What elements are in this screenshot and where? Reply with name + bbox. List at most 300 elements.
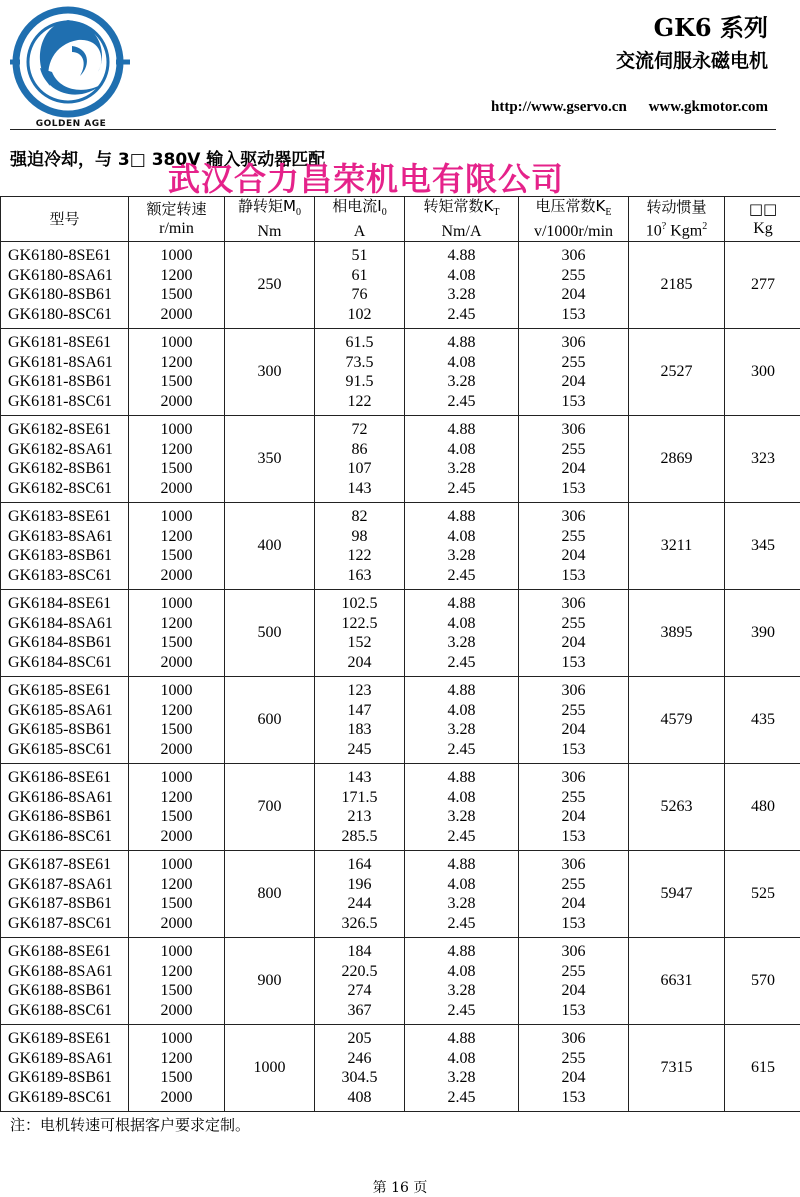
voltage-constant-cell-line: 255 bbox=[519, 266, 628, 286]
current-cell bbox=[315, 329, 405, 416]
inertia-cell: 2527 bbox=[629, 329, 725, 416]
speed-cell bbox=[129, 590, 225, 677]
torque-constant-cell-line: 4.08 bbox=[405, 527, 518, 547]
voltage-constant-cell-line: 306 bbox=[519, 420, 628, 440]
model-cell-line: GK6180-8SE61 bbox=[8, 246, 128, 266]
current-cell bbox=[315, 677, 405, 764]
table-row bbox=[1, 851, 800, 938]
voltage-constant-cell-line: 153 bbox=[519, 566, 628, 586]
voltage-constant-cell-line: 153 bbox=[519, 740, 628, 760]
inertia-cell: 3895 bbox=[629, 590, 725, 677]
current-cell-line: 245 bbox=[315, 740, 404, 760]
model-cell-line: GK6188-8SC61 bbox=[8, 1001, 128, 1021]
voltage-constant-cell-line: 153 bbox=[519, 653, 628, 673]
speed-cell-line: 1000 bbox=[129, 507, 224, 527]
torque-constant-cell-line: 2.45 bbox=[405, 479, 518, 499]
current-cell-line: 205 bbox=[315, 1029, 404, 1049]
weight-cell: 390 bbox=[725, 590, 800, 677]
voltage-constant-cell-line: 306 bbox=[519, 768, 628, 788]
current-cell-line: 163 bbox=[315, 566, 404, 586]
speed-cell-line: 1200 bbox=[129, 527, 224, 547]
torque-constant-cell bbox=[405, 677, 519, 764]
current-cell bbox=[315, 764, 405, 851]
voltage-constant-cell-line: 153 bbox=[519, 479, 628, 499]
speed-cell-line: 1500 bbox=[129, 633, 224, 653]
table-row bbox=[1, 677, 800, 764]
torque-constant-cell-line: 4.88 bbox=[405, 942, 518, 962]
speed-cell-line: 1500 bbox=[129, 372, 224, 392]
static-torque-cell: 300 bbox=[225, 329, 315, 416]
series-subtitle: 交流伺服永磁电机 bbox=[616, 46, 768, 73]
model-cell bbox=[1, 416, 129, 503]
model-cell-line: GK6183-8SE61 bbox=[8, 507, 128, 527]
static-torque-cell: 900 bbox=[225, 938, 315, 1025]
table-row bbox=[1, 590, 800, 677]
header-model: 型号 bbox=[1, 197, 129, 242]
voltage-constant-cell-line: 153 bbox=[519, 914, 628, 934]
inertia-cell: 5947 bbox=[629, 851, 725, 938]
speed-cell-line: 1200 bbox=[129, 266, 224, 286]
voltage-constant-cell-line: 306 bbox=[519, 507, 628, 527]
speed-cell bbox=[129, 1025, 225, 1112]
model-cell-line: GK6184-8SB61 bbox=[8, 633, 128, 653]
model-cell-line: GK6187-8SB61 bbox=[8, 894, 128, 914]
voltage-constant-cell-line: 255 bbox=[519, 353, 628, 373]
static-torque-cell: 500 bbox=[225, 590, 315, 677]
speed-cell-line: 1000 bbox=[129, 681, 224, 701]
torque-constant-cell-line: 2.45 bbox=[405, 914, 518, 934]
static-torque-cell: 250 bbox=[225, 242, 315, 329]
model-cell bbox=[1, 590, 129, 677]
model-cell bbox=[1, 503, 129, 590]
weight-cell: 615 bbox=[725, 1025, 800, 1112]
current-cell-line: 274 bbox=[315, 981, 404, 1001]
torque-constant-cell-line: 4.88 bbox=[405, 681, 518, 701]
current-cell-line: 152 bbox=[315, 633, 404, 653]
torque-constant-cell bbox=[405, 329, 519, 416]
torque-constant-cell-line: 2.45 bbox=[405, 392, 518, 412]
torque-constant-cell-line: 3.28 bbox=[405, 546, 518, 566]
current-cell-line: 123 bbox=[315, 681, 404, 701]
current-cell bbox=[315, 503, 405, 590]
torque-constant-cell-line: 4.08 bbox=[405, 353, 518, 373]
current-cell-line: 122 bbox=[315, 392, 404, 412]
table-row bbox=[1, 1025, 800, 1112]
model-cell-line: GK6189-8SB61 bbox=[8, 1068, 128, 1088]
voltage-constant-cell-line: 204 bbox=[519, 285, 628, 305]
model-cell-line: GK6182-8SE61 bbox=[8, 420, 128, 440]
static-torque-cell: 350 bbox=[225, 416, 315, 503]
torque-constant-cell-line: 4.08 bbox=[405, 266, 518, 286]
model-cell-line: GK6188-8SA61 bbox=[8, 962, 128, 982]
model-cell-line: GK6189-8SA61 bbox=[8, 1049, 128, 1069]
current-cell-line: 122 bbox=[315, 546, 404, 566]
current-cell-line: 164 bbox=[315, 855, 404, 875]
model-cell-line: GK6180-8SA61 bbox=[8, 266, 128, 286]
model-cell bbox=[1, 677, 129, 764]
torque-constant-cell-line: 4.08 bbox=[405, 614, 518, 634]
speed-cell-line: 2000 bbox=[129, 827, 224, 847]
current-cell-line: 244 bbox=[315, 894, 404, 914]
model-cell-line: GK6184-8SE61 bbox=[8, 594, 128, 614]
torque-constant-cell-line: 4.08 bbox=[405, 875, 518, 895]
speed-cell-line: 1500 bbox=[129, 807, 224, 827]
current-cell-line: 220.5 bbox=[315, 962, 404, 982]
voltage-constant-cell bbox=[519, 503, 629, 590]
speed-cell bbox=[129, 938, 225, 1025]
website-links bbox=[491, 99, 768, 116]
voltage-constant-cell-line: 255 bbox=[519, 788, 628, 808]
torque-constant-cell-line: 3.28 bbox=[405, 807, 518, 827]
torque-constant-cell-line: 3.28 bbox=[405, 459, 518, 479]
logo-text: GOLDEN AGE bbox=[10, 119, 132, 129]
voltage-constant-cell-line: 204 bbox=[519, 720, 628, 740]
current-cell-line: 204 bbox=[315, 653, 404, 673]
model-cell bbox=[1, 851, 129, 938]
header-torque-constant: 转矩常数$K_T$ Nm/A bbox=[405, 197, 519, 242]
torque-constant-cell bbox=[405, 590, 519, 677]
voltage-constant-cell-line: 255 bbox=[519, 1049, 628, 1069]
table-row bbox=[1, 329, 800, 416]
current-cell-line: 73.5 bbox=[315, 353, 404, 373]
speed-cell bbox=[129, 416, 225, 503]
website-link-gkmotor[interactable]: www.gkmotor.com bbox=[649, 99, 768, 115]
speed-cell-line: 1500 bbox=[129, 546, 224, 566]
current-cell-line: 326.5 bbox=[315, 914, 404, 934]
speed-cell-line: 2000 bbox=[129, 653, 224, 673]
model-cell-line: GK6182-8SB61 bbox=[8, 459, 128, 479]
speed-cell-line: 1000 bbox=[129, 246, 224, 266]
model-cell bbox=[1, 329, 129, 416]
speed-cell-line: 1200 bbox=[129, 788, 224, 808]
model-cell-line: GK6187-8SE61 bbox=[8, 855, 128, 875]
torque-constant-cell-line: 3.28 bbox=[405, 720, 518, 740]
current-cell-line: 72 bbox=[315, 420, 404, 440]
model-cell-line: GK6187-8SA61 bbox=[8, 875, 128, 895]
model-cell-line: GK6185-8SE61 bbox=[8, 681, 128, 701]
voltage-constant-cell bbox=[519, 590, 629, 677]
speed-cell bbox=[129, 764, 225, 851]
model-cell-line: GK6185-8SB61 bbox=[8, 720, 128, 740]
torque-constant-cell-line: 2.45 bbox=[405, 827, 518, 847]
footnote: 注：电机转速可根据客户要求定制。 bbox=[10, 1114, 250, 1135]
speed-cell-line: 1500 bbox=[129, 285, 224, 305]
torque-constant-cell-line: 2.45 bbox=[405, 1001, 518, 1021]
model-cell-line: GK6186-8SE61 bbox=[8, 768, 128, 788]
header-rated-speed: 额定转速 r/min bbox=[129, 197, 225, 242]
speed-cell bbox=[129, 851, 225, 938]
model-cell bbox=[1, 1025, 129, 1112]
speed-cell-line: 1000 bbox=[129, 768, 224, 788]
current-cell-line: 246 bbox=[315, 1049, 404, 1069]
voltage-constant-cell bbox=[519, 329, 629, 416]
golden-age-logo-icon bbox=[10, 6, 132, 118]
current-cell-line: 196 bbox=[315, 875, 404, 895]
voltage-constant-cell-line: 153 bbox=[519, 305, 628, 325]
current-cell bbox=[315, 416, 405, 503]
model-cell-line: GK6189-8SC61 bbox=[8, 1088, 128, 1108]
torque-constant-cell-line: 2.45 bbox=[405, 1088, 518, 1108]
speed-cell-line: 2000 bbox=[129, 740, 224, 760]
model-cell-line: GK6187-8SC61 bbox=[8, 914, 128, 934]
voltage-constant-cell bbox=[519, 1025, 629, 1112]
voltage-constant-cell bbox=[519, 677, 629, 764]
voltage-constant-cell-line: 306 bbox=[519, 246, 628, 266]
voltage-constant-cell-line: 204 bbox=[519, 633, 628, 653]
speed-cell-line: 2000 bbox=[129, 479, 224, 499]
speed-cell-line: 1500 bbox=[129, 720, 224, 740]
speed-cell-line: 2000 bbox=[129, 914, 224, 934]
static-torque-cell: 600 bbox=[225, 677, 315, 764]
current-cell-line: 304.5 bbox=[315, 1068, 404, 1088]
torque-constant-cell-line: 4.88 bbox=[405, 420, 518, 440]
voltage-constant-cell-line: 255 bbox=[519, 440, 628, 460]
inertia-cell: 7315 bbox=[629, 1025, 725, 1112]
speed-cell bbox=[129, 677, 225, 764]
torque-constant-cell-line: 4.08 bbox=[405, 1049, 518, 1069]
current-cell-line: 107 bbox=[315, 459, 404, 479]
voltage-constant-cell-line: 204 bbox=[519, 1068, 628, 1088]
speed-cell-line: 1500 bbox=[129, 459, 224, 479]
speed-cell-line: 1500 bbox=[129, 894, 224, 914]
current-cell bbox=[315, 242, 405, 329]
weight-cell: 323 bbox=[725, 416, 800, 503]
speed-cell-line: 1000 bbox=[129, 855, 224, 875]
torque-constant-cell-line: 2.45 bbox=[405, 566, 518, 586]
header-phase-current: 相电流$I_0$ A bbox=[315, 197, 405, 242]
voltage-constant-cell-line: 306 bbox=[519, 942, 628, 962]
torque-constant-cell-line: 4.88 bbox=[405, 855, 518, 875]
model-cell-line: GK6183-8SA61 bbox=[8, 527, 128, 547]
static-torque-cell: 400 bbox=[225, 503, 315, 590]
voltage-constant-cell-line: 204 bbox=[519, 981, 628, 1001]
speed-cell-line: 1500 bbox=[129, 981, 224, 1001]
current-cell-line: 143 bbox=[315, 768, 404, 788]
voltage-constant-cell-line: 153 bbox=[519, 827, 628, 847]
speed-cell bbox=[129, 329, 225, 416]
weight-cell: 300 bbox=[725, 329, 800, 416]
voltage-constant-cell bbox=[519, 416, 629, 503]
current-cell-line: 51 bbox=[315, 246, 404, 266]
torque-constant-cell-line: 4.88 bbox=[405, 333, 518, 353]
voltage-constant-cell-line: 255 bbox=[519, 701, 628, 721]
model-cell-line: GK6182-8SC61 bbox=[8, 479, 128, 499]
inertia-cell: 2185 bbox=[629, 242, 725, 329]
model-cell-line: GK6183-8SC61 bbox=[8, 566, 128, 586]
model-cell-line: GK6183-8SB61 bbox=[8, 546, 128, 566]
weight-cell: 435 bbox=[725, 677, 800, 764]
table-row bbox=[1, 242, 800, 329]
static-torque-cell: 1000 bbox=[225, 1025, 315, 1112]
page-number: 第 16 页 bbox=[0, 1177, 800, 1197]
inertia-cell: 5263 bbox=[629, 764, 725, 851]
voltage-constant-cell-line: 204 bbox=[519, 372, 628, 392]
voltage-constant-cell bbox=[519, 938, 629, 1025]
torque-constant-cell-line: 4.08 bbox=[405, 788, 518, 808]
torque-constant-cell-line: 4.88 bbox=[405, 768, 518, 788]
header-voltage-constant: 电压常数$K_E$ v/1000r/min bbox=[519, 197, 629, 242]
section-heading: 强迫冷却，与 3□ 380V 输入驱动器匹配 bbox=[10, 145, 325, 170]
torque-constant-cell-line: 4.88 bbox=[405, 246, 518, 266]
torque-constant-cell-line: 3.28 bbox=[405, 981, 518, 1001]
speed-cell-line: 1200 bbox=[129, 1049, 224, 1069]
inertia-cell: 6631 bbox=[629, 938, 725, 1025]
current-cell bbox=[315, 851, 405, 938]
table-row bbox=[1, 938, 800, 1025]
torque-constant-cell bbox=[405, 764, 519, 851]
speed-cell-line: 1500 bbox=[129, 1068, 224, 1088]
weight-cell: 277 bbox=[725, 242, 800, 329]
current-cell-line: 184 bbox=[315, 942, 404, 962]
voltage-constant-cell-line: 255 bbox=[519, 962, 628, 982]
voltage-constant-cell-line: 204 bbox=[519, 894, 628, 914]
current-cell-line: 122.5 bbox=[315, 614, 404, 634]
torque-constant-cell-line: 4.88 bbox=[405, 594, 518, 614]
current-cell-line: 147 bbox=[315, 701, 404, 721]
speed-cell-line: 1000 bbox=[129, 1029, 224, 1049]
speed-cell-line: 1200 bbox=[129, 614, 224, 634]
weight-cell: 480 bbox=[725, 764, 800, 851]
voltage-constant-cell-line: 255 bbox=[519, 527, 628, 547]
torque-constant-cell-line: 4.08 bbox=[405, 440, 518, 460]
spec-table bbox=[0, 196, 800, 1112]
inertia-cell: 3211 bbox=[629, 503, 725, 590]
current-cell-line: 213 bbox=[315, 807, 404, 827]
speed-cell-line: 1200 bbox=[129, 962, 224, 982]
voltage-constant-cell bbox=[519, 242, 629, 329]
torque-constant-cell-line: 3.28 bbox=[405, 285, 518, 305]
model-cell-line: GK6185-8SA61 bbox=[8, 701, 128, 721]
current-cell-line: 408 bbox=[315, 1088, 404, 1108]
header-static-torque: 静转矩$M_0$ Nm bbox=[225, 197, 315, 242]
voltage-constant-cell-line: 153 bbox=[519, 1088, 628, 1108]
model-cell-line: GK6181-8SC61 bbox=[8, 392, 128, 412]
speed-cell-line: 2000 bbox=[129, 1088, 224, 1108]
current-cell bbox=[315, 938, 405, 1025]
voltage-constant-cell-line: 255 bbox=[519, 875, 628, 895]
model-cell-line: GK6188-8SE61 bbox=[8, 942, 128, 962]
speed-cell-line: 2000 bbox=[129, 1001, 224, 1021]
model-cell-line: GK6180-8SC61 bbox=[8, 305, 128, 325]
voltage-constant-cell-line: 306 bbox=[519, 1029, 628, 1049]
speed-cell-line: 2000 bbox=[129, 392, 224, 412]
current-cell-line: 98 bbox=[315, 527, 404, 547]
torque-constant-cell bbox=[405, 503, 519, 590]
model-cell-line: GK6180-8SB61 bbox=[8, 285, 128, 305]
torque-constant-cell-line: 4.08 bbox=[405, 701, 518, 721]
torque-constant-cell-line: 4.88 bbox=[405, 1029, 518, 1049]
current-cell-line: 102.5 bbox=[315, 594, 404, 614]
model-cell-line: GK6184-8SC61 bbox=[8, 653, 128, 673]
weight-cell: 345 bbox=[725, 503, 800, 590]
model-cell-line: GK6186-8SB61 bbox=[8, 807, 128, 827]
torque-constant-cell-line: 4.08 bbox=[405, 962, 518, 982]
speed-cell-line: 1000 bbox=[129, 942, 224, 962]
company-watermark: 武汉合力昌荣机电有限公司 bbox=[168, 154, 564, 200]
voltage-constant-cell-line: 204 bbox=[519, 807, 628, 827]
speed-cell bbox=[129, 503, 225, 590]
weight-cell: 570 bbox=[725, 938, 800, 1025]
torque-constant-cell-line: 2.45 bbox=[405, 305, 518, 325]
torque-constant-cell-line: 4.88 bbox=[405, 507, 518, 527]
speed-cell-line: 1200 bbox=[129, 440, 224, 460]
speed-cell-line: 1200 bbox=[129, 875, 224, 895]
torque-constant-cell-line: 3.28 bbox=[405, 894, 518, 914]
voltage-constant-cell-line: 153 bbox=[519, 1001, 628, 1021]
torque-constant-cell bbox=[405, 1025, 519, 1112]
current-cell bbox=[315, 1025, 405, 1112]
current-cell-line: 143 bbox=[315, 479, 404, 499]
model-cell-line: GK6186-8SA61 bbox=[8, 788, 128, 808]
static-torque-cell: 800 bbox=[225, 851, 315, 938]
current-cell-line: 61 bbox=[315, 266, 404, 286]
inertia-cell: 2869 bbox=[629, 416, 725, 503]
current-cell-line: 367 bbox=[315, 1001, 404, 1021]
torque-constant-cell bbox=[405, 938, 519, 1025]
speed-cell-line: 2000 bbox=[129, 305, 224, 325]
speed-cell-line: 1200 bbox=[129, 701, 224, 721]
company-logo bbox=[10, 6, 132, 128]
static-torque-cell: 700 bbox=[225, 764, 315, 851]
website-link-gservo[interactable]: http://www.gservo.cn bbox=[491, 99, 627, 115]
voltage-constant-cell bbox=[519, 851, 629, 938]
table-row bbox=[1, 416, 800, 503]
torque-constant-cell-line: 3.28 bbox=[405, 633, 518, 653]
voltage-constant-cell-line: 306 bbox=[519, 681, 628, 701]
model-cell bbox=[1, 242, 129, 329]
voltage-constant-cell-line: 306 bbox=[519, 333, 628, 353]
speed-cell-line: 1200 bbox=[129, 353, 224, 373]
current-cell bbox=[315, 590, 405, 677]
torque-constant-cell bbox=[405, 851, 519, 938]
voltage-constant-cell-line: 255 bbox=[519, 614, 628, 634]
header-weight: □□ Kg bbox=[725, 197, 800, 242]
voltage-constant-cell-line: 306 bbox=[519, 594, 628, 614]
series-title: GK6 系列 bbox=[654, 8, 768, 43]
torque-constant-cell bbox=[405, 416, 519, 503]
table-row bbox=[1, 764, 800, 851]
current-cell-line: 171.5 bbox=[315, 788, 404, 808]
torque-constant-cell-line: 3.28 bbox=[405, 372, 518, 392]
model-cell-line: GK6181-8SB61 bbox=[8, 372, 128, 392]
torque-constant-cell bbox=[405, 242, 519, 329]
torque-constant-cell-line: 2.45 bbox=[405, 740, 518, 760]
voltage-constant-cell-line: 204 bbox=[519, 459, 628, 479]
torque-constant-cell-line: 2.45 bbox=[405, 653, 518, 673]
model-cell-line: GK6182-8SA61 bbox=[8, 440, 128, 460]
current-cell-line: 86 bbox=[315, 440, 404, 460]
current-cell-line: 91.5 bbox=[315, 372, 404, 392]
model-cell-line: GK6188-8SB61 bbox=[8, 981, 128, 1001]
speed-cell-line: 1000 bbox=[129, 594, 224, 614]
model-cell bbox=[1, 938, 129, 1025]
voltage-constant-cell bbox=[519, 764, 629, 851]
speed-cell-line: 1000 bbox=[129, 420, 224, 440]
current-cell-line: 82 bbox=[315, 507, 404, 527]
model-cell-line: GK6185-8SC61 bbox=[8, 740, 128, 760]
speed-cell-line: 2000 bbox=[129, 566, 224, 586]
current-cell-line: 61.5 bbox=[315, 333, 404, 353]
current-cell-line: 102 bbox=[315, 305, 404, 325]
header-divider bbox=[10, 129, 776, 130]
model-cell-line: GK6189-8SE61 bbox=[8, 1029, 128, 1049]
torque-constant-cell-line: 3.28 bbox=[405, 1068, 518, 1088]
table-header-row bbox=[1, 197, 800, 242]
voltage-constant-cell-line: 153 bbox=[519, 392, 628, 412]
current-cell-line: 285.5 bbox=[315, 827, 404, 847]
speed-cell bbox=[129, 242, 225, 329]
speed-cell-line: 1000 bbox=[129, 333, 224, 353]
